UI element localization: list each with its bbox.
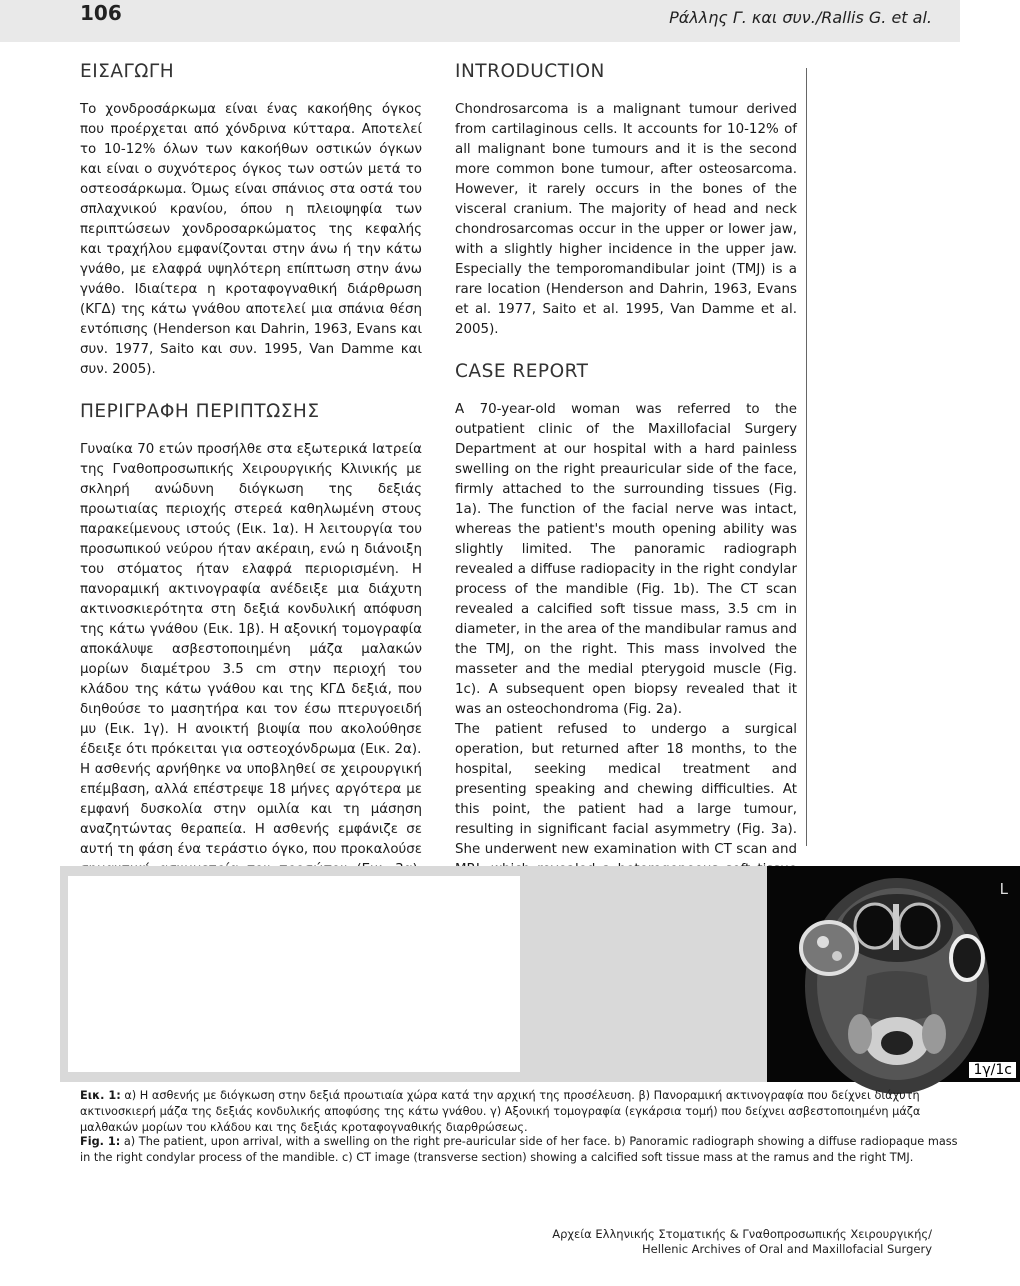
figure-caption-greek: [80, 1088, 960, 1136]
figure-1-panel: [60, 866, 1012, 1082]
footer-line-greek: Αρχεία Ελληνικής Στοματικής & Γναθοπροσωπικής Χειρουργικής/: [552, 1227, 932, 1241]
greek-intro-heading: ΕΙΣΑΓΩΓΗ: [80, 61, 175, 82]
english-column: [455, 62, 797, 920]
caption-greek-text: α) Η ασθενής με διόγκωση στην δεξιά προωτιαία χώρα κατά την αρχική της προσέλευση. β) Πανοραμική ακτινογραφία που δείχνει διάχυτη ακτινοσκιερή μάζα της δεξιάς κονδυλικής αποφύσης της κάτω γνάθου. γ) Αξονική τομογραφία (εγκάρσια τομή) που δείχνει ασβεστοποιημένη μάζα μαλθακών μορίων του κλάδου και της δεξιάς κροταφογναθικής διαρθρώσεως.: [80, 1089, 921, 1134]
figure-caption-english: [80, 1134, 960, 1166]
caption-english-text: a) The patient, upon arrival, with a swelling on the right pre-auricular side of her face. b) Panoramic radiograph showing a diffuse radiopaque mass in the right condylar process of the mandible. c) CT image (transverse section) showing a calcified soft tissue mass at the ramus and the right TMJ.: [80, 1135, 958, 1164]
english-intro-paragraph: Chondrosarcoma is a malignant tumour derived from cartilaginous cells. It accounts for 10-12% of all malignant bone tumours and it is the second more common bone tumour, after osteosarcoma. However, it rarely occurs in the bones of the visceral cranium. The majority of head and neck chondrosarcomas occur in the upper or lower jaw, with a slightly higher incidence in the upper jaw. Especially the temporomandibular joint (TMJ) is a rare location (Henderson and Dahrin, 1963, Evans et al. 1977, Saito et al. 1995, Van Damme et al. 2005).: [455, 102, 797, 337]
caption-english-label: Fig. 1:: [80, 1135, 121, 1148]
greek-column: [80, 62, 422, 900]
english-intro-heading: INTRODUCTION: [455, 61, 605, 82]
page-number: 106: [80, 1, 122, 25]
english-case-heading: CASE REPORT: [455, 361, 589, 382]
footer-line-english: Hellenic Archives of Oral and Maxillofacial Surgery: [642, 1242, 932, 1256]
page-header: [0, 0, 960, 42]
figure-panel-label: 1γ/1c: [969, 1062, 1016, 1078]
greek-case-paragraph-2: Η ασθενής αρνήθηκε να υποβληθεί σε χειρουργική επέμβαση, αλλά επέστρεψε 18 μήνες αργότερα με εμφανή δυσκολία στην ομιλία και τη μάσηση αναζητώντας θεραπεία. Η ασθενής εμφάνιζε σε αυτή τη φάση ένα τεράστιο όγκο, που προκαλούσε: [80, 762, 422, 857]
column-divider: [806, 68, 807, 846]
ct-side-marker: L: [999, 880, 1008, 898]
ct-scan-image: [767, 866, 1020, 1082]
greek-case-paragraph-1: Γυναίκα 70 ετών προσήλθε στα εξωτερικά Ιατρεία της Γναθοπροσωπικής Χειρουργικής Κλινικής με σκληρή ανώδυνη διόγκωση της δεξιάς προωτιαίας περιοχής στερεά καθηλωμένη στους παρακείμενους ιστούς (Εικ. 1α). Η λειτουργία του προσωπικού νεύρου ήταν ακέραιη, ενώ η διάνοιξη του στόματος ήταν ελαφρά περιορισμένη. Η πανοραμική ακτινογραφία ανέδειξε μια διάχυτη ακτινοσκιερότητα στη δεξιά κονδυλική απόφυση της κάτω γνάθου (Εικ. 1β). Η αξονική τομογραφία αποκάλυψε ασβεστοποιημένη μάζα μαλακών μορίων διαμέτρου 3.5 cm στην περιοχή του κλάδου της κάτω γνάθου και της ΚΓΔ δεξιά, που διηθούσε το μασητήρα και τον έσω πτερυγοειδή μυ (Εικ. 1γ). Η ανοικτή βιοψία που ακολούθησε έδειξε ότι πρόκειται για οστεοχόνδρωμα (Εικ. 2α).: [80, 442, 422, 757]
figure-1a-1b-area: [68, 876, 520, 1072]
greek-case-heading: ΠΕΡΙΓΡΑΦΗ ΠΕΡΙΠΤΩΣΗΣ: [80, 401, 320, 422]
greek-intro-paragraph: Το χονδροσάρκωμα είναι ένας κακοήθης όγκος που προέρχεται από χόνδρινα κύτταρα. Αποτελεί το 10-12% όλων των κακοήθων οστικών όγκων και είναι ο συχνότερος όγκος των οστών μετά το οστεοσάρκωμα. Όμως είναι σπάνιος στα οστά του σπλαχνικού κρανίου, όπου η πλειοψηφία των περιπτώσεων χονδροσαρκώματος της κεφαλής και τραχήλου εμφανίζονται στην άνω ή την κάτω γνάθο, με ελαφρά υψηλότερη επίπτωση στην άνω γνάθο. Ιδιαίτερα η κροταφογναθική διάρθρωση (ΚΓΔ) της κάτω γνάθου αποτελεί μια σπάνια θέση εντόπισης (Henderson και Dahrin, 1963, Evans και συν. 1977, Saito και συν. 1995, Van Damme και συν. 2005).: [80, 102, 422, 377]
english-case-paragraph-2: The patient refused to undergo a surgical operation, but returned after 18 months, to the hospital, seeking medical treatment and presenting speaking and chewing difficulties. At this point, the patient had a large tumour, resulting in significant facial asymmetry (Fig. 3a). She underwent new examination with CT scan and: [455, 722, 797, 857]
english-case-paragraph-1: A 70-year-old woman was referred to the outpatient clinic of the Maxillofacial Surgery Department at our hospital with a hard painless swelling on the right preauricular side of the face, firmly attached to the surrounding tissues (Fig. 1a). The function of the facial nerve was intact, whereas the patient's mouth opening ability was slightly limited. The panoramic radiograph revealed a diffuse radiopacity in the right condylar process of the mandible (Fig. 1b). The CT scan revealed a calcified soft tissue mass, 3.5 cm in diameter, in the area of the mandibular ramus and the TMJ, on the right. This mass involved the masseter and the medial pterygoid muscle (Fig. 1c). A subsequent open biopsy revealed that it was an osteochondroma (Fig. 2a).: [455, 402, 797, 717]
ct-scan-drawing: [767, 866, 1020, 1082]
caption-greek-label: Εικ. 1:: [80, 1089, 121, 1102]
running-head: Ράλλης Γ. και συν./Rallis G. et al.: [669, 8, 932, 27]
journal-footer: [552, 1227, 932, 1257]
